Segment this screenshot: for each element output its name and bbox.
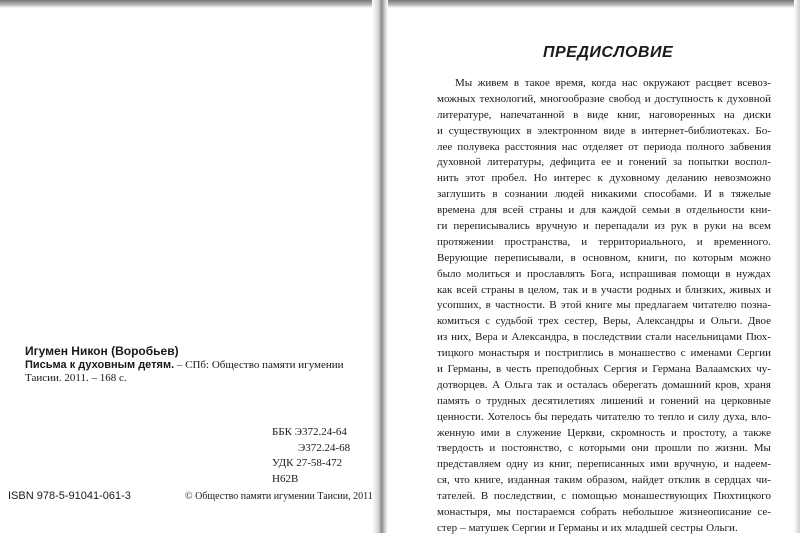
right-page <box>388 0 800 533</box>
text-line: времена для всей страны и для каждой семьи в отдельности кни- <box>437 204 771 217</box>
text-line: память о трудных десятилетиях лишений и гонений на церковные <box>437 394 771 407</box>
classification-code: Э372.24-68 <box>298 441 351 454</box>
text-line: и Германы, в честь преподобных Сергия и Германа Валаамских чу- <box>437 363 771 376</box>
text-line: протяжении пространства, и территориального, и временного. <box>437 235 771 248</box>
text-line: стер – матушек Сергии и Германы и их младшей сестры Ольги. <box>437 521 738 534</box>
text-line: тателей. В последствии, с помощью монашествующих Пюхтицкого <box>437 490 771 503</box>
text-line: ся, что книге, изданная таким образом, найдет отклик в сердцах чи- <box>437 474 771 487</box>
text-line: лее полувека расстояния нас отделяет от периода полного забвения <box>437 140 771 153</box>
preface-text <box>437 76 771 537</box>
classification-codes <box>272 425 350 487</box>
author-name: Игумен Никон (Воробьев) <box>25 344 179 358</box>
publication-details: – СПб: Общество памяти игумении Таисии. 2011. – 168 с. <box>25 359 344 384</box>
text-line: ценности. Хотелось бы передать читателю то тепло и силу духа, вло- <box>437 410 771 423</box>
text-line: женную ими в служение Церкви, скромность и простоту, а также <box>437 426 771 439</box>
text-line: усопших, в частности. В этой книге мы предлагаем читателю позна- <box>437 299 771 312</box>
text-line: представляем одну из книг, переписанных ими вручную, и надеем- <box>437 458 771 471</box>
text-line: как всей страны в целом, так и в участи родных и близких, живых и <box>437 283 771 296</box>
chapter-heading: ПРЕДИСЛОВИЕ <box>543 44 674 61</box>
text-line: дотворцев. А Ольга так и осталась оберегать домашний кров, храня <box>437 378 771 391</box>
text-line: заглушить в сознании людей никакими способами. И в тяжелые <box>437 188 771 201</box>
isbn: ISBN 978-5-91041-061-3 <box>8 490 131 502</box>
text-line: духовной литературы, дефицита ее и гонений за попытки воспол- <box>437 156 771 169</box>
text-line: было молиться и прославлять Бога, испрашивая помощи в нуждах <box>437 267 771 280</box>
copyright-notice: © Общество памяти игумении Таисии, 2011 <box>185 491 373 502</box>
text-line: литературе, напечатанной в виде книг, наговоренных на диски <box>437 108 771 121</box>
text-line: и существующих в электронном виде в интернет-библиотеках. Бо- <box>437 124 771 137</box>
text-line: нить этот пробел. Но интерес к духовному деланию невозможно <box>437 172 771 185</box>
text-line: монастыря, мы постараемся собрать небольшое жизнеописание се- <box>437 506 771 519</box>
book-gutter <box>372 0 388 533</box>
text-line: Мы живем в такое время, когда нас окружают расцвет всевоз- <box>455 77 771 89</box>
bibliographic-record <box>25 359 363 385</box>
text-line: Верующие переписывали, в основном, книги, по которым можно <box>437 251 771 264</box>
left-page <box>0 0 372 533</box>
text-line: можных технологий, многообразие свобод и доступность к духовной <box>437 92 771 105</box>
classification-code: Н62В <box>272 472 299 485</box>
text-line: ги переписывались вручную и перепадали из рук в руки на всем <box>437 220 771 233</box>
book-title: Письма к духовным детям. <box>25 359 175 371</box>
text-line: из них, Вера и Александра, в последствии стали насельницами Пюх- <box>437 331 771 344</box>
text-line: тицкого монастыря и постриглись в монашество с именами Сергии <box>437 347 771 360</box>
classification-code: ББК Э372.24-64 <box>272 426 347 438</box>
classification-code: УДК 27-58-472 <box>272 457 343 469</box>
text-line: твердость и постоянство, с которыми они прошли по жизни. Мы <box>437 442 771 455</box>
text-line: комиться с судьбой трех сестер, Веры, Александры и Ольги. Двое <box>437 315 771 328</box>
